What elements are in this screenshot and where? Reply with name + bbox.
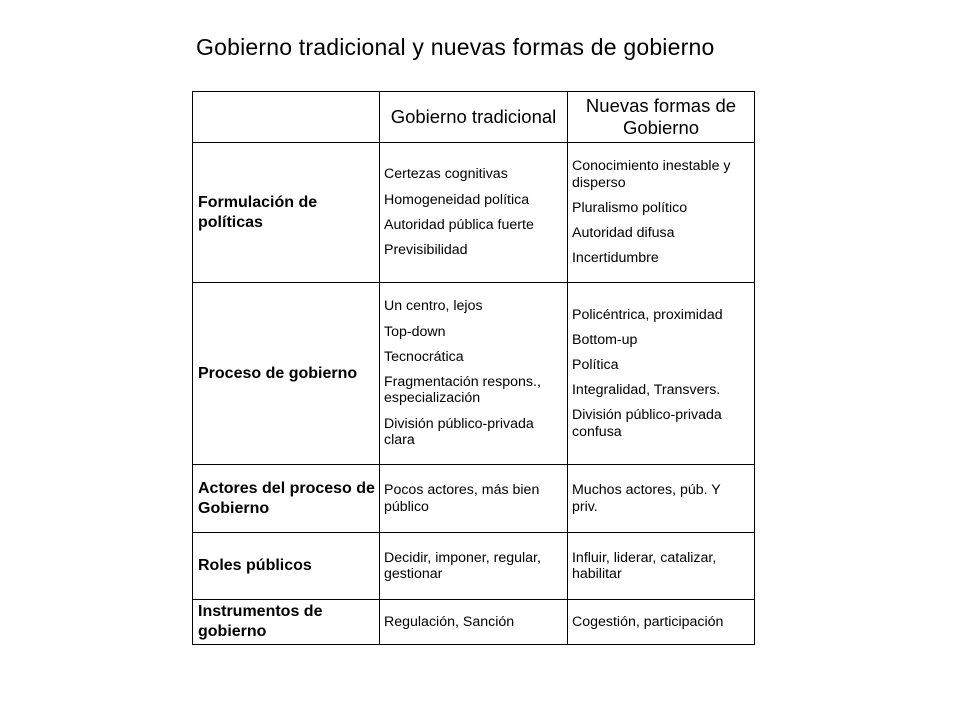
list-item: Previsibilidad bbox=[383, 242, 468, 259]
list-item: Incertidumbre bbox=[571, 250, 659, 267]
header-gobierno-tradicional: Gobierno tradicional bbox=[379, 92, 567, 143]
row-label-actores: Actores del proceso de Gobierno bbox=[193, 465, 380, 533]
cell-new-actores bbox=[567, 465, 754, 533]
list-item: Certezas cognitivas bbox=[383, 166, 508, 183]
row-label-formulacion: Formulación de políticas bbox=[193, 143, 380, 283]
list-item: Integralidad, Transvers. bbox=[571, 382, 721, 399]
table-row-actores bbox=[193, 465, 755, 533]
list-item: Decidir, imponer, regular, gestionar bbox=[383, 549, 541, 582]
list-item: Conocimiento inestable y disperso bbox=[571, 158, 731, 191]
list-item: Un centro, lejos bbox=[383, 298, 483, 315]
header-nuevas-formas: Nuevas formas de Gobierno bbox=[567, 92, 754, 143]
list-item: Policéntrica, proximidad bbox=[571, 306, 723, 323]
list-item: Política bbox=[571, 357, 619, 373]
table-row-instrumentos bbox=[193, 600, 755, 645]
list-item: Bottom-up bbox=[571, 331, 638, 348]
list-item: Influir, liderar, catalizar, habilitar bbox=[571, 549, 717, 582]
list-item: Fragmentación respons., especialización bbox=[383, 373, 541, 407]
list-item: Cogestión, participación bbox=[571, 613, 724, 630]
row-label-roles: Roles públicos bbox=[193, 533, 380, 600]
table-row-roles bbox=[193, 533, 755, 600]
list-item: Regulación, Sanción bbox=[383, 613, 515, 630]
table-row-proceso bbox=[193, 283, 755, 465]
list-item: Pluralismo político bbox=[571, 199, 688, 216]
row-label-instrumentos: Instrumentos de gobierno bbox=[193, 600, 380, 645]
list-item: Tecnocrática bbox=[383, 348, 464, 365]
list-item: Homogeneidad política bbox=[383, 191, 530, 208]
comparison-table bbox=[192, 91, 755, 645]
list-item: Autoridad difusa bbox=[571, 225, 675, 242]
cell-traditional-formulacion bbox=[379, 143, 567, 283]
cell-new-instrumentos bbox=[567, 600, 754, 645]
list-item: Pocos actores, más bien público bbox=[383, 482, 540, 515]
list-item: Muchos actores, púb. Y priv. bbox=[571, 482, 721, 515]
table-row-formulacion bbox=[193, 143, 755, 283]
cell-new-roles bbox=[567, 533, 754, 600]
list-item: División público-privada confusa bbox=[571, 407, 722, 440]
header-empty-cell bbox=[193, 92, 380, 143]
table-header-row bbox=[193, 92, 755, 143]
cell-traditional-instrumentos bbox=[379, 600, 567, 645]
cell-traditional-roles bbox=[379, 533, 567, 600]
cell-traditional-actores bbox=[379, 465, 567, 533]
list-item: Top-down bbox=[383, 323, 446, 340]
cell-traditional-proceso bbox=[379, 283, 567, 465]
list-item: Autoridad pública fuerte bbox=[383, 216, 534, 233]
row-label-proceso: Proceso de gobierno bbox=[193, 283, 380, 465]
slide-title: Gobierno tradicional y nuevas formas de gobierno bbox=[196, 34, 715, 60]
cell-new-proceso bbox=[567, 283, 754, 465]
list-item: División público-privada clara bbox=[383, 415, 534, 449]
cell-new-formulacion bbox=[567, 143, 754, 283]
